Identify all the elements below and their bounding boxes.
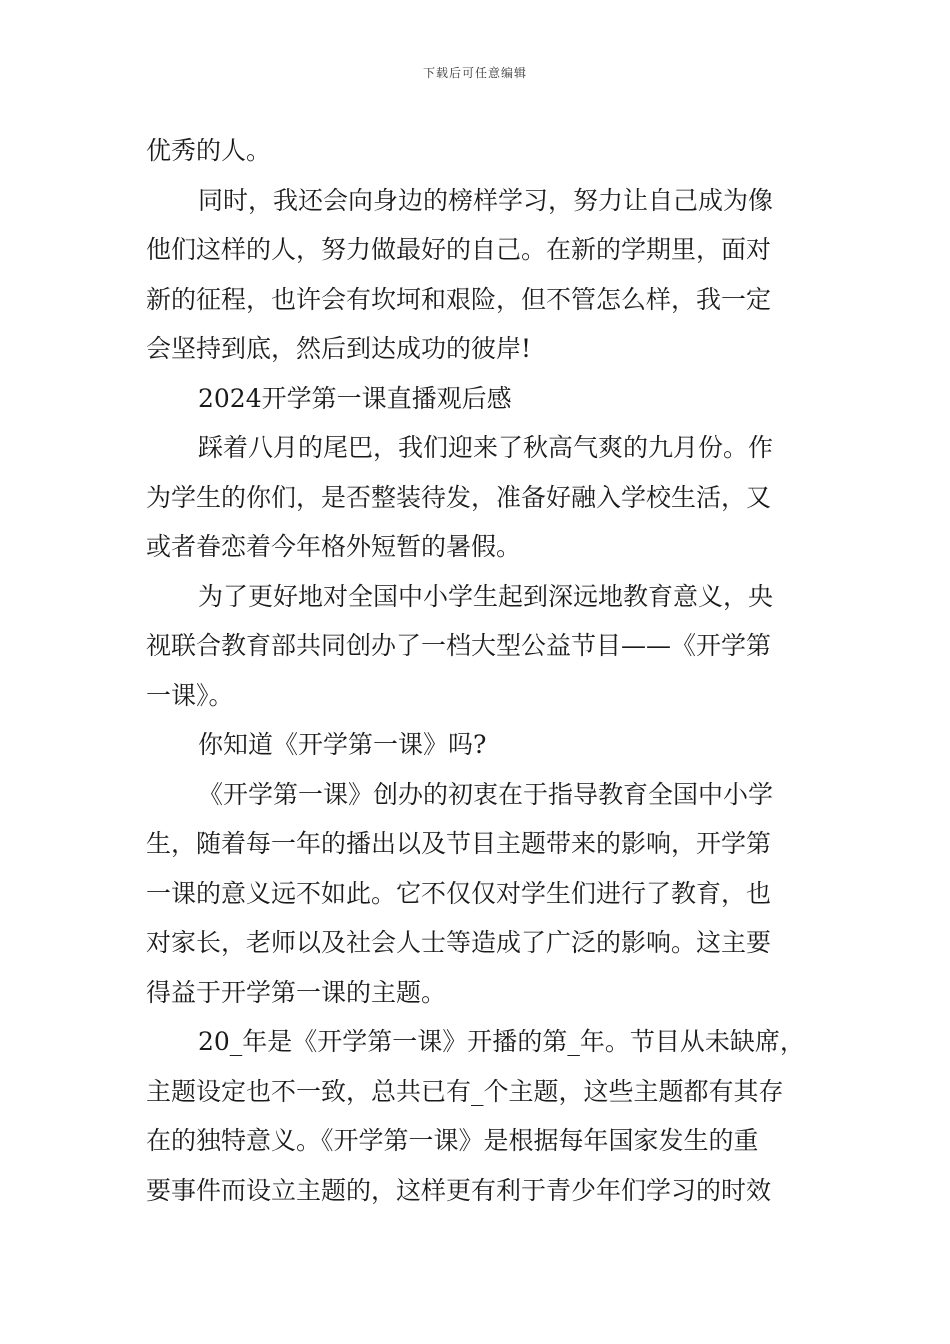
text-line: 他们这样的人，努力做最好的自己。在新的学期里，面对 [146,235,772,264]
text-line: 为了更好地对全国中小学生起到深远地教育意义，央 [198,581,774,611]
text-line: 在的独特意义。《开学第一课》是根据每年国家发生的重 [146,1126,759,1155]
text-line: 《开学第一课》创办的初衷在于指导教育全国中小学 [198,779,774,809]
text-line: 得益于开学第一课的主题。 [146,977,447,1007]
text-line: 同时，我还会向身边的榜样学习，努力让自己成为像 [198,185,774,215]
text-line: 视联合教育部共同创办了一档大型公益节目——《开学第 [146,631,772,660]
text-line: 20_年是《开学第一课》开播的第_年。节目从未缺席， [198,1027,805,1056]
text-line: 你知道《开学第一课》吗? [198,730,487,759]
section-heading: 2024开学第一课直播观后感 [198,383,512,413]
document-body [146,126,810,1215]
text-line: 对家长，老师以及社会人士等造成了广泛的影响。这主要 [146,928,772,957]
text-line: 生，随着每一年的播出以及节目主题带来的影响，开学第 [146,829,772,858]
text-line: 要事件而设立主题的，这样更有利于青少年们学习的时效 [146,1175,772,1205]
text-line: 为学生的你们，是否整装待发，准备好融入学校生活，又 [146,482,772,512]
text-line: 主题设定也不一致，总共已有_个主题，这些主题都有其存 [146,1076,784,1106]
text-line: 或者眷恋着今年格外短暂的暑假。 [146,532,522,561]
text-line: 一课》。 [146,680,234,710]
text-line: 会坚持到底，然后到达成功的彼岸! [146,334,532,363]
text-line: 新的征程，也许会有坎坷和艰险，但不管怎么样，我一定 [146,284,772,314]
text-line: 一课的意义远不如此。它不仅仅对学生们进行了教育，也 [146,878,772,908]
text-line: 踩着八月的尾巴，我们迎来了秋高气爽的九月份。作 [198,433,774,462]
text-line: 优秀的人。 [146,136,272,165]
page-header: 下载后可任意编辑 [422,66,527,80]
